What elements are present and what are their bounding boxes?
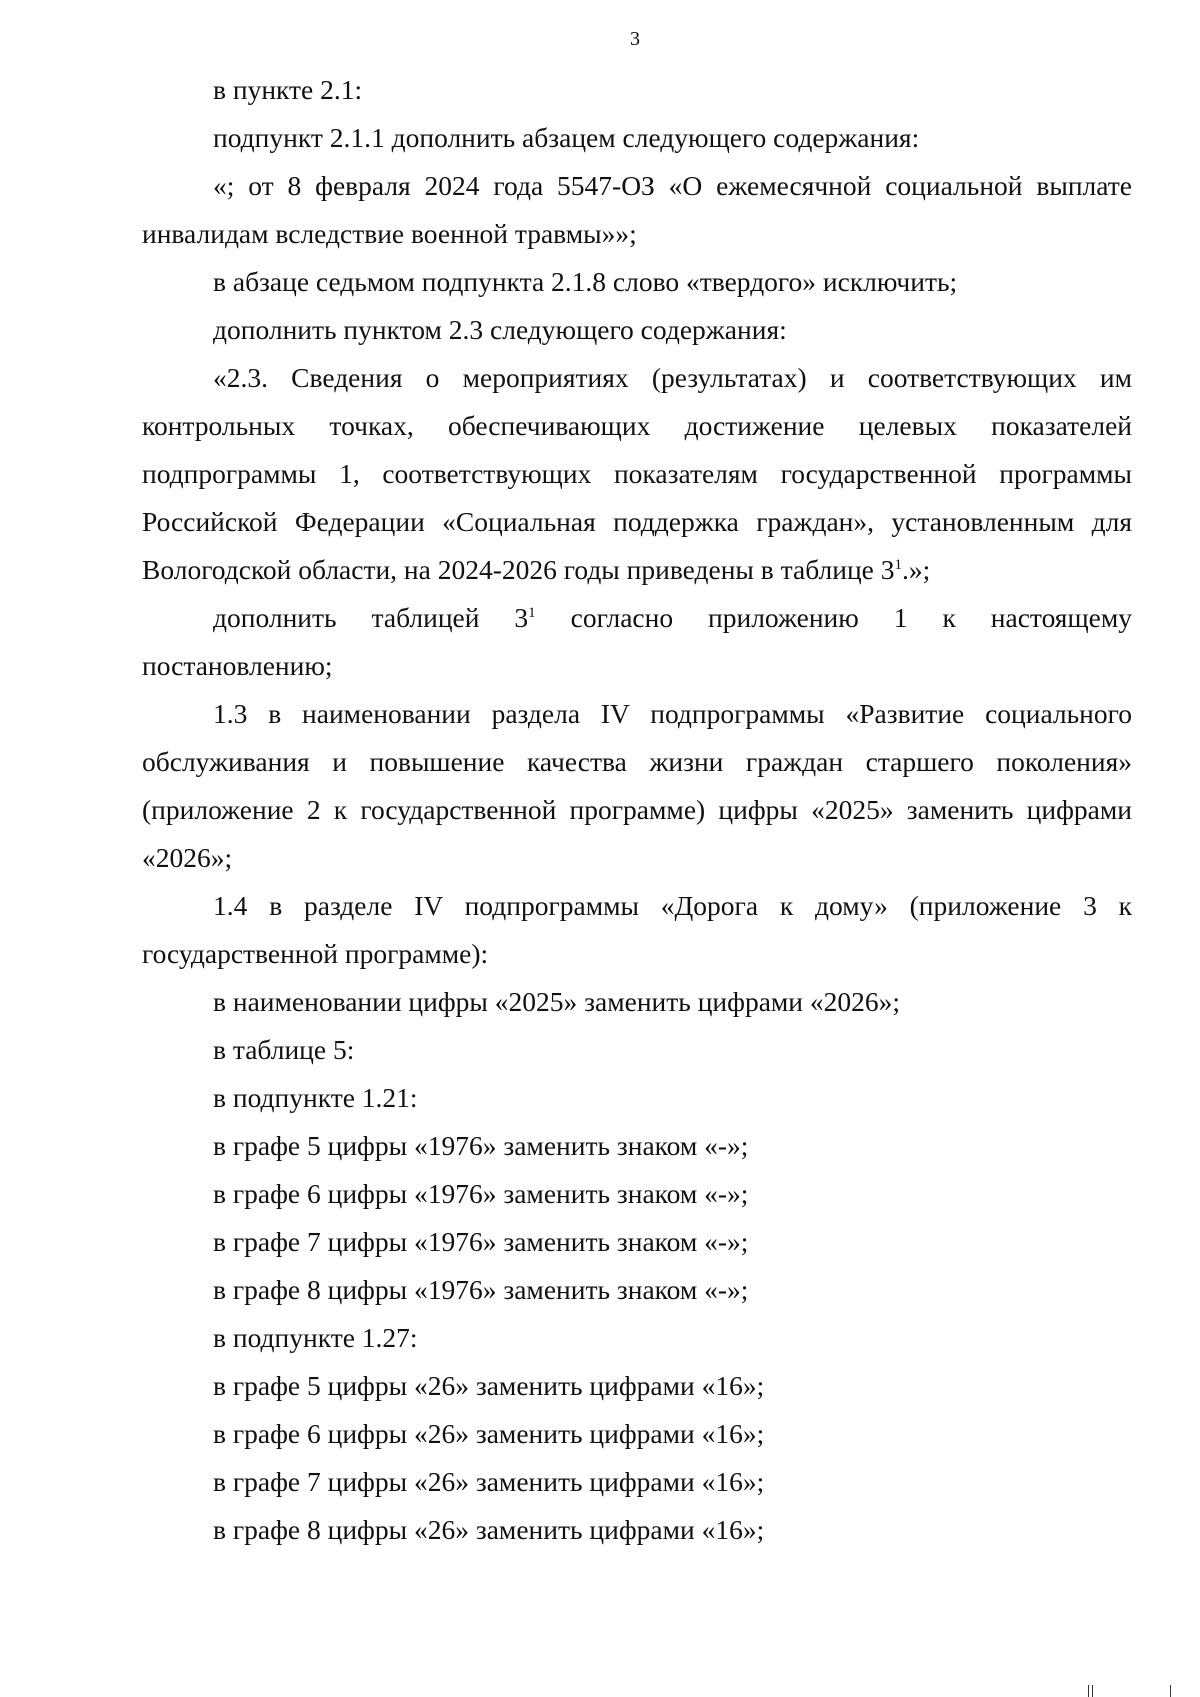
paragraph: в подпункте 1.21:	[213, 1082, 418, 1113]
superscript: 1	[528, 604, 536, 621]
paragraph: в графе 7 цифры «26» заменить цифрами «16»;	[213, 1466, 765, 1497]
paragraph-text: «2.3. Сведения о мероприятиях (результатах) и соответствующих им контрольных точках, обеспечивающих достижение целевых показателей подпрограммы 1, соответствующих показателям государственной программы Российской Федерации «Социальная поддержка граждан», установленным для Вологодской области, на 2024-2026 годы приведены в таблице 3	[142, 362, 1132, 585]
paragraph: 1.4 в разделе IV подпрограммы «Дорога к дому» (приложение 3 к государственной программе):	[142, 890, 1132, 969]
paragraph	[142, 594, 1132, 690]
paragraph-text: согласно приложению 1 к настоящему постановлению;	[142, 602, 1132, 681]
paragraph: 1.3 в наименовании раздела IV подпрограммы «Развитие социального обслуживания и повышение качества жизни граждан старшего поколения» (приложение 2 к государственной программе) цифры «2025» заменить цифрами «2026»;	[142, 698, 1132, 873]
paragraph: в пункте 2.1:	[213, 74, 363, 105]
paragraph-text: дополнить таблицей 3	[213, 602, 529, 633]
page-number: 3	[630, 28, 640, 50]
crop-mark	[1092, 1685, 1093, 1697]
paragraph: в графе 5 цифры «1976» заменить знаком «-»;	[213, 1130, 749, 1161]
scan-crop-marks	[1080, 1683, 1200, 1697]
paragraph: в графе 6 цифры «26» заменить цифрами «16»;	[213, 1418, 765, 1449]
paragraph: «; от 8 февраля 2024 года 5547-ОЗ «О ежемесячной социальной выплате инвалидам вследствие военной травмы»»;	[142, 170, 1132, 249]
paragraph: в таблице 5:	[213, 1034, 355, 1065]
paragraph: в графе 7 цифры «1976» заменить знаком «-»;	[213, 1226, 749, 1257]
document-body	[142, 66, 1132, 1554]
paragraph: подпункт 2.1.1 дополнить абзацем следующего содержания:	[213, 122, 920, 153]
paragraph: в графе 5 цифры «26» заменить цифрами «16»;	[213, 1370, 765, 1401]
paragraph: дополнить пунктом 2.3 следующего содержания:	[213, 314, 787, 345]
paragraph: в графе 8 цифры «1976» заменить знаком «-»;	[213, 1274, 749, 1305]
paragraph: в подпункте 1.27:	[213, 1322, 418, 1353]
paragraph: в абзаце седьмом подпункта 2.1.8 слово «твердого» исключить;	[213, 266, 958, 297]
crop-mark	[1170, 1685, 1171, 1697]
superscript: 1	[894, 556, 902, 573]
paragraph: в графе 8 цифры «26» заменить цифрами «16»;	[213, 1514, 765, 1545]
paragraph: в наименовании цифры «2025» заменить цифрами «2026»;	[213, 986, 901, 1017]
crop-mark	[1088, 1685, 1089, 1697]
paragraph-text: .»;	[902, 554, 931, 585]
paragraph: в графе 6 цифры «1976» заменить знаком «-»;	[213, 1178, 749, 1209]
paragraph	[142, 354, 1132, 594]
